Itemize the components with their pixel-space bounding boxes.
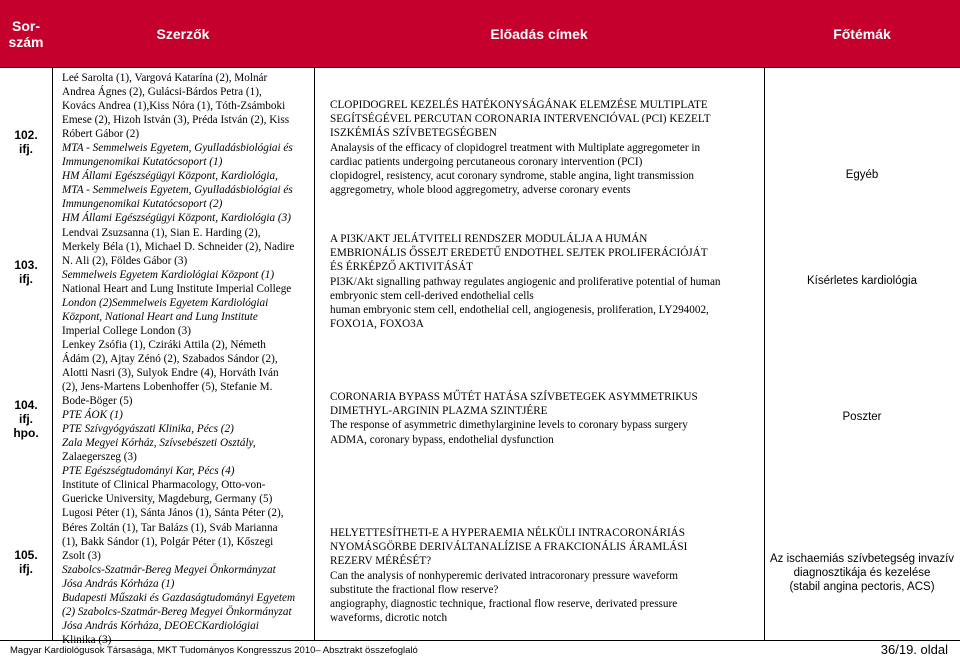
abstract-english-line: embryonic stem cell-derived endothelial cells: [330, 289, 534, 302]
author-line: Lugosi Péter (1), Sánta János (1), Sánta Péter (2),: [62, 507, 284, 520]
author-line: Zala Megyei Kórház, Szívsebészeti Osztály,: [62, 437, 256, 450]
topic-line: (stabil angina pectoris, ACS): [789, 581, 935, 593]
abstract-title-line: HELYETTESÍTHETI-E A HYPERAEMIA NÉLKÜLI INTRACORONÁRIÁS: [330, 527, 685, 539]
abstract-english-line: aggregometry, whole blood aggregometry, adverse coronary events: [330, 184, 631, 197]
author-line: MTA - Semmelweis Egyetem, Gyulladásbiológiai és: [62, 142, 293, 155]
author-line: Semmelweis Egyetem Kardiológiai Központ (1): [62, 268, 275, 281]
column-authors: [52, 68, 315, 646]
author-line: Leé Sarolta (1), Vargová Katarína (2), Molnár: [62, 72, 268, 84]
footer-page-number: 36/19. oldal: [880, 642, 948, 657]
header-titles: Előadás címek: [490, 25, 588, 42]
author-line: MTA - Semmelweis Egyetem, Gyulladásbiológiai és: [62, 184, 293, 197]
author-line: (2) Szabolcs-Szatmár-Bereg Megyei Önkormányzat: [62, 605, 292, 618]
author-line: Zalaegerszeg (3): [62, 451, 137, 464]
topic-line: diagnosztikája és kezelése: [793, 567, 931, 579]
author-line: Ádám (2), Ajtay Zénó (2), Szabados Sándor (2),: [62, 352, 278, 365]
abstract-english-line: substitute the fractional flow reserve?: [330, 583, 499, 596]
author-line: (1), Bakk Sándor (1), Polgár Péter (1), Kőszegi: [62, 535, 274, 548]
abstract-title-line: ÉS ÉRKÉPZŐ AKTIVITÁSÁT: [330, 261, 473, 274]
author-line: Immungenomikai Kutatócsoport (2): [62, 198, 223, 211]
abstract-english-line: The response of asymmetric dimethylarginine levels to coronary bypass surgery: [330, 419, 688, 432]
author-line: Andrea Ágnes (2), Gulácsi-Bárdos Petra (1),: [62, 86, 262, 99]
column-titles: [314, 68, 765, 640]
author-line: Alotti Nasri (3), Sulyok Endre (4), Horváth Iván: [62, 366, 279, 379]
abstract-title-line: CLOPIDOGREL KEZELÉS HATÉKONYSÁGÁNAK ELEMZÉSE MULTIPLATE: [330, 99, 708, 111]
abstract-title-line: CORONARIA BYPASS MŰTÉT HATÁSA SZÍVBETEGEK ASYMMETRIKUS: [330, 391, 698, 403]
row-number: [0, 128, 52, 156]
author-line: HM Állami Egészségügyi Központ, Kardiológia (3): [62, 212, 291, 225]
abstract-english-line: PI3K/Akt signalling pathway regulates angiogenic and proliferative potential of human: [330, 275, 721, 288]
abstract-title-line: SEGÍTSÉGÉVEL PERCUTAN CORONARIA INTERVENCIÓVAL (PCI) KEZELT: [330, 113, 711, 126]
row-number-line: ifj.: [19, 142, 33, 156]
author-line: Merkely Béla (1), Michael D. Schneider (2), Nadire: [62, 240, 295, 253]
column-topics: [764, 68, 960, 640]
abstract-entry: [330, 98, 762, 197]
abstract-english-line: ADMA, coronary bypass, endothelial dysfunction: [330, 433, 554, 446]
abstract-english-line: Can the analysis of nonhyperemic derivated intracoronary pressure waveform: [330, 569, 678, 582]
author-line: Klinika (3): [62, 633, 112, 646]
row-number: [0, 548, 52, 576]
author-line: Róbert Gábor (2): [62, 128, 140, 141]
author-line: Kovács Andrea (1),Kiss Nóra (1), Tóth-Zsámboki: [62, 100, 286, 113]
row-number: [0, 398, 52, 440]
abstract-entry: [330, 526, 762, 625]
topic-label: [764, 168, 960, 182]
abstract-title-line: DIMETHYL-ARGININ PLAZMA SZINTJÉRE: [330, 405, 548, 418]
row-number-line: ifj.: [19, 562, 33, 576]
topic-line: Az ischaemiás szívbetegség invazív: [769, 553, 955, 565]
abstract-title-line: NYOMÁSGÖRBE DERIVÁLTANALÍZISE A FRAKCIONÁLIS ÁRAMLÁSI: [330, 541, 688, 554]
author-line: Immungenomikai Kutatócsoport (1): [62, 156, 223, 169]
author-line: Institute of Clinical Pharmacology, Otto-von-: [62, 479, 266, 492]
topic-label: [764, 274, 960, 288]
header-topics: Főtémák: [833, 25, 891, 42]
abstract-title-line: EMBRIONÁLIS ŐSSEJT EREDETŰ ENDOTHEL SEJTEK PROLIFERÁCIÓJÁT: [330, 247, 708, 260]
row-number-line: 104.: [14, 398, 38, 412]
author-line: (2), Jens-Martens Lobenhoffer (5), Stefanie M.: [62, 381, 273, 394]
author-line: PTE Egészségtudományi Kar, Pécs (4): [62, 465, 235, 478]
author-line: PTE Szívgyógyászati Klinika, Pécs (2): [62, 423, 234, 436]
footer-conference: Magyar Kardiológusok Társasága, MKT Tudományos Kongresszus 2010– Absztrakt összefoglaló: [10, 645, 418, 656]
author-line: Jósa András Kórháza (1): [62, 577, 175, 590]
row-number-line: hpo.: [13, 426, 39, 440]
topic-line: Kísérletes kardiológia: [807, 275, 917, 287]
author-line: PTE ÁOK (1): [62, 409, 123, 422]
header-authors: Szerzők: [156, 25, 210, 42]
topic-label: [764, 552, 960, 594]
author-line: Imperial College London (3): [62, 324, 191, 337]
abstract-entry: [330, 232, 762, 331]
abstract-english-line: clopidogrel, resistency, acut coronary syndrome, stable angina, light transmission: [330, 170, 695, 183]
row-number-line: ifj.: [19, 272, 33, 286]
row-number-line: 105.: [14, 548, 38, 562]
abstract-english-line: cardiac patients undergoing percutaneous coronary intervention (PCI): [330, 155, 643, 168]
author-line: Lendvai Zsuzsanna (1), Sian E. Harding (2),: [62, 226, 261, 239]
row-number: [0, 258, 52, 286]
author-line: London (2)Semmelweis Egyetem Kardiológiai: [62, 296, 269, 309]
row-number-line: 102.: [14, 128, 38, 142]
author-line: Központ, National Heart and Lung Institute: [62, 310, 258, 323]
author-line: Budapesti Műszaki és Gazdaságtudományi Egyetem: [62, 591, 296, 604]
abstract-english-line: FOXO1A, FOXO3A: [330, 318, 424, 331]
author-line: Guericke University, Magdeburg, Germany (5): [62, 493, 273, 506]
abstract-english-line: Analaysis of the efficacy of clopidogrel treatment with Multiplate aggregometer in: [330, 141, 701, 154]
abstract-title-line: A PI3K/AKT JELÁTVITELI RENDSZER MODULÁLJA A HUMÁN: [330, 233, 648, 245]
author-line: Jósa András Kórháza, DEOECKardiológiai: [62, 619, 259, 632]
author-line: HM Állami Egészségügyi Központ, Kardiológia,: [62, 170, 278, 183]
author-line: Bode-Böger (5): [62, 395, 133, 408]
author-line: Béres Zoltán (1), Tar Balázs (1), Sváb Marianna: [62, 521, 278, 534]
authors-text: [62, 71, 312, 647]
author-line: Szabolcs-Szatmár-Bereg Megyei Önkormányzat: [62, 563, 276, 576]
abstract-english-line: human embryonic stem cell, endothelial cell, angiogenesis, proliferation, LY294002,: [330, 304, 709, 317]
author-line: National Heart and Lung Institute Imperial College: [62, 282, 292, 295]
author-line: N. Ali (2), Földes Gábor (3): [62, 254, 188, 267]
author-line: Lenkey Zsófia (1), Cziráki Attila (2), Németh: [62, 338, 266, 351]
author-line: Emese (2), Hizoh István (3), Préda István (2), Kiss: [62, 114, 290, 127]
abstract-title-line: ISZKÉMIÁS SZÍVBETEGSÉGBEN: [330, 127, 497, 140]
row-number-line: ifj.: [19, 412, 33, 426]
column-row-numbers: [0, 68, 53, 640]
header-row-number: Sor- szám: [8, 17, 44, 50]
abstract-title-line: REZERV MÉRÉSÉT?: [330, 555, 432, 568]
table-body: [0, 67, 960, 646]
topic-line: Egyéb: [845, 169, 879, 181]
table-header: [0, 0, 960, 67]
row-number-line: 103.: [14, 258, 38, 272]
abstract-english-line: angiography, diagnostic technique, fractional flow reserve, derivated pressure: [330, 598, 678, 611]
page-footer: [0, 640, 960, 660]
author-line: Zsolt (3): [62, 549, 101, 562]
abstract-english-line: waveforms, dicrotic notch: [330, 612, 448, 625]
topic-label: [764, 410, 960, 424]
topic-line: Poszter: [842, 411, 882, 423]
abstract-entry: [330, 390, 762, 447]
